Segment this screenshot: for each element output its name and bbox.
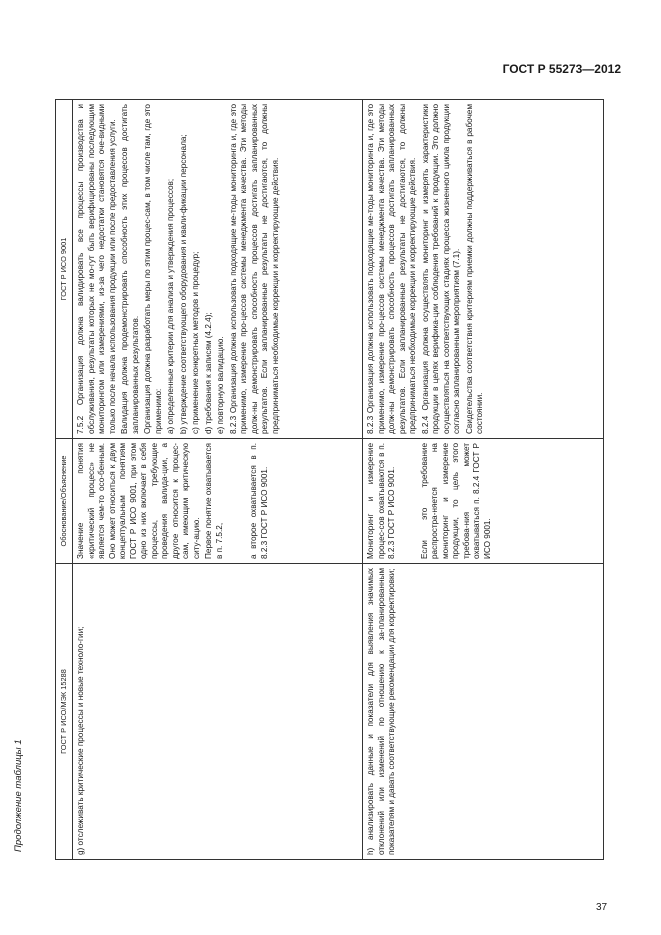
gost-9001-text-g: 7.5.2 Организация должна валидировать все процессы производства и обслуживания, результаты которых не мо-гут быть верифицированы последующим мониторингом или измерениями, из-за чего недостатки становятся оче-видными только после начала использования продукции или после предоставления услуги. Валидация должна продемонстрировать способность этих процессов достигать запланированных результатов. Организация должна разработать меры по этим процес-сам, в том числе там, где это применимо: а) определенные критерии для анализа и утверждения процессов; b) утверждение соответствующего оборудования и квали-фикации персонала; c) применение конкретных методов и процедур; d) требования к записям (4.2.4); е) повторную валидацию. 8.2.3 Организация должна использовать подходящие ме-тоды мониторинга и, где это применимо, измерение про-цессов системы менеджмента качества. Эти методы долж-ны демонстрировать способность процессов достигать запланированных результатов. Если запланированные результаты не достигаются, то должны предприниматься необходимые коррекции и корректирующие действия. [73, 100, 363, 439]
standard-number: ГОСТ Р 55273—2012 [502, 62, 621, 76]
table-header-row [56, 100, 73, 860]
header-gost-9001: ГОСТ Р ИСО 9001 [56, 100, 73, 439]
header-gost-15288: ГОСТ Р ИСО/МЭК 15288 [56, 564, 73, 860]
requirement-h: h) анализировать данные и показатели для выявления значимых отклонений или изменений по отношению к за-планированным показателям и давать соответствующие рекомендации для корректировки; [363, 564, 604, 860]
justification-h: Мониторинг и измерение процес-сов охватываются в п. 8.2.3 ГОСТ Р ИСО 9001. Если это требование распростра-няется на мониторинг и измерение продукции, то цель этого требова-ния может охватываться п. 8.2.4 ГОСТ Р ИСО 9001. [363, 439, 604, 564]
comparison-table [55, 99, 604, 860]
header-justification: Обоснование/Объяснение [56, 439, 73, 564]
requirement-g: g) отслеживать критические процессы и новые техноло-гии; [73, 564, 363, 860]
gost-9001-text-h: 8.2.3 Организация должна использовать подходящие ме-тоды мониторинга и, где это применимо, измерение про-цессов системы менеджмента качества. Эти методы долж-ны демонстрировать способность процессов достигать запланированных результатов. Если запланированные результаты не достигаются, то должны предприниматься необходимые коррекции и корректирующие действия. 8.2.4 Организация должна осуществлять мониторинг и измерять характеристики продукции в целях верифика-ции соблюдения требований к продукции. Это должно осуществляться на соответствующих стадиях процесса жизненного цикла продукции согласно запланированным мероприятиям (7.1). Свидетельства соответствия критериям приемки должны поддерживаться в рабочем состоянии. [363, 100, 604, 439]
rotated-table-container [55, 100, 604, 860]
justification-g: Значение понятия «критический процесс» не является чем-то осо-бенным. Оно может относиться к двум концептуальным понятиям ГОСТ Р ИСО 9001, при этом одно из них включает в себя процессы, требующие проведения валида-ции, а другое относится к процес-сам, имеющим критическую ситу-ацию. Первое понятие охватывается в п. 7.5.2, а второе охватывается в п. 8.2.3 ГОСТ Р ИСО 9001. [73, 439, 363, 564]
page-number: 37 [596, 902, 608, 913]
table-row [363, 100, 604, 860]
table-row [73, 100, 363, 860]
table-caption: Продолжение таблицы 1 [13, 739, 24, 852]
